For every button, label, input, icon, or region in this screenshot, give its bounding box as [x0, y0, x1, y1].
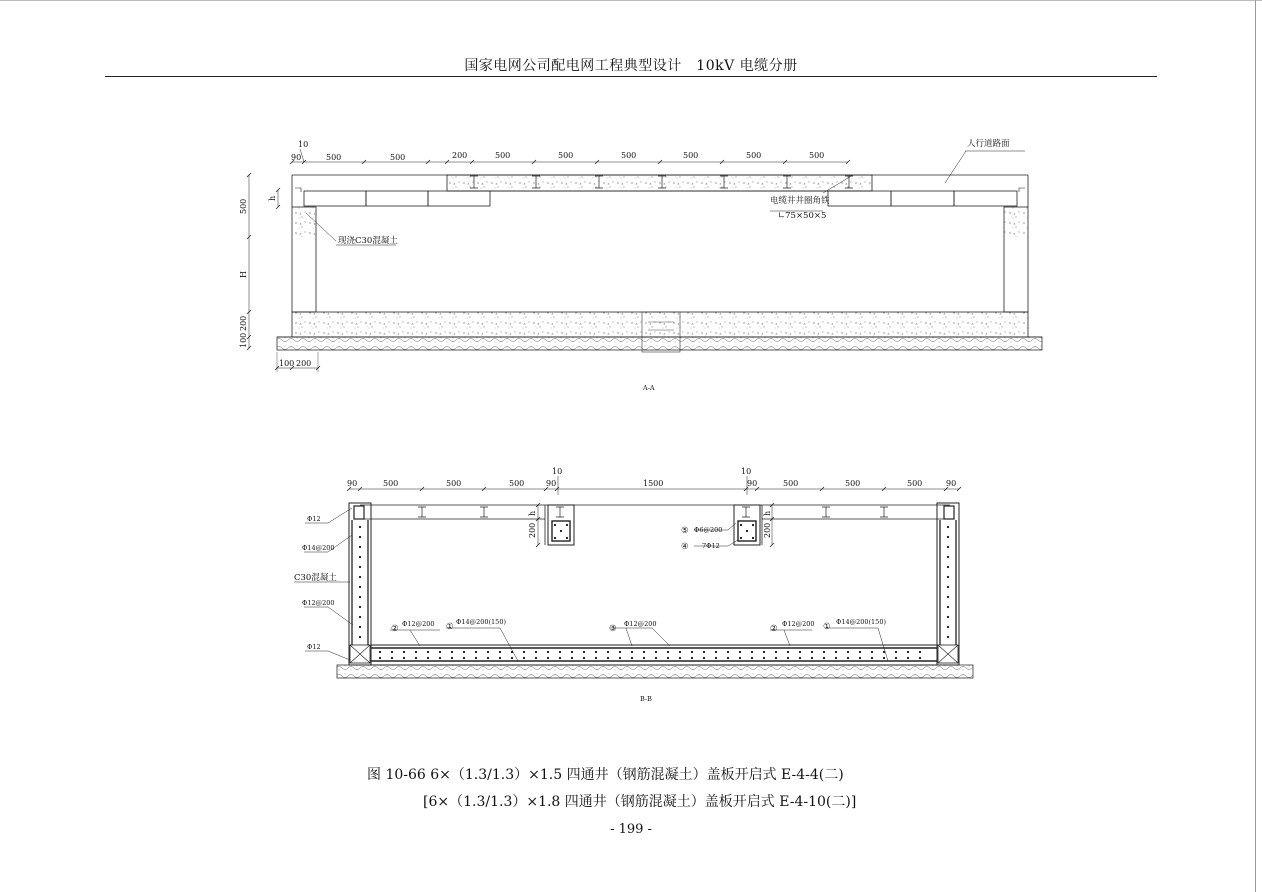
rebar-dot	[907, 651, 909, 653]
rebar-dot	[947, 586, 949, 588]
rebar-dot	[799, 657, 801, 659]
rebar-dot	[752, 537, 754, 539]
aa-left-dim: 200	[239, 315, 248, 331]
bb-top-dim: 500	[907, 479, 923, 488]
rebar-dot	[619, 657, 621, 659]
rebar-dot	[487, 657, 489, 659]
bb-top-dim: 10	[552, 467, 563, 476]
rebar-dot	[499, 657, 501, 659]
rebar-dot	[947, 626, 949, 628]
rebar-dot	[359, 546, 361, 548]
rebar-dot	[715, 657, 717, 659]
rebar-dot	[359, 586, 361, 588]
rebar-dots	[359, 524, 949, 659]
aa-top-dim: 500	[390, 153, 406, 162]
rebar-dot	[715, 651, 717, 653]
rebar-dot	[560, 530, 562, 532]
rebar-dot	[359, 566, 361, 568]
bb-left-label: Φ12@200	[302, 599, 335, 607]
rebar-dot	[463, 657, 465, 659]
aa-top-dim: 500	[326, 153, 342, 162]
bottom-label-text: Φ14@200(150)	[456, 618, 506, 626]
bb-side-dim: 200	[763, 522, 772, 538]
rebar-dot	[751, 651, 753, 653]
bb-top-dim: 90	[946, 479, 957, 488]
aa-top-dim: 500	[558, 151, 574, 160]
rebar-dot	[752, 524, 754, 526]
angle-iron-label: 电缆井井圈角铁	[770, 196, 830, 206]
rebar-dot	[359, 626, 361, 628]
rebar-dot	[739, 657, 741, 659]
rebar-dot	[667, 657, 669, 659]
bottom-label-num: ①	[823, 622, 831, 632]
bb-left-label: Φ14@200	[302, 544, 335, 552]
rebar-dot	[835, 657, 837, 659]
bb-top-dim: 90	[747, 479, 758, 488]
rebar-dot	[554, 524, 556, 526]
rebar-dot	[667, 651, 669, 653]
rebar-dot	[763, 657, 765, 659]
rebar-dot	[739, 651, 741, 653]
bb-top-dim: 90	[347, 479, 358, 488]
rebar-dot	[746, 530, 748, 532]
section-aa-title: A-A	[643, 384, 655, 392]
figure-caption-line2: [6×（1.3/1.3）×1.8 四通井（钢筋混凝土）盖板开启式 E-4-10(二)]	[423, 794, 857, 810]
rebar-dot	[359, 576, 361, 578]
bb-top-dim: 500	[783, 479, 799, 488]
rebar-dot	[583, 657, 585, 659]
rebar-dot	[947, 606, 949, 608]
rebar-dot	[463, 651, 465, 653]
rebar-dot	[427, 651, 429, 653]
aa-left-dim: 500	[239, 198, 248, 214]
bb-top-dim: 500	[845, 479, 861, 488]
rebar-dot	[847, 651, 849, 653]
rebar-dot	[787, 657, 789, 659]
rebar-dot	[523, 651, 525, 653]
rebar-dot	[607, 657, 609, 659]
rebar-dot	[823, 657, 825, 659]
bb-side-dim: h	[528, 510, 537, 516]
rebar-dot	[547, 657, 549, 659]
rebar-dot	[947, 576, 949, 578]
bottom-label-text: Φ14@200(150)	[836, 618, 886, 626]
rebar-dot	[643, 651, 645, 653]
rebar-dot	[691, 651, 693, 653]
rebar-dot	[947, 536, 949, 538]
rebar-dot	[559, 651, 561, 653]
rebar-dot	[619, 651, 621, 653]
rebar-dot	[919, 651, 921, 653]
bb-side-dim: 200	[528, 522, 537, 538]
aa-left-dim: H	[239, 271, 248, 278]
rebar-dot	[907, 657, 909, 659]
bb-top-dim: 1500	[643, 479, 664, 488]
rebar-dot	[859, 657, 861, 659]
beam-label-text: Φ6@200	[694, 526, 723, 534]
aa-top-dim: 10	[298, 140, 309, 149]
rebar-dot	[947, 636, 949, 638]
rebar-dot	[359, 636, 361, 638]
rebar-dot	[895, 657, 897, 659]
beam-label-num: ⑤	[681, 526, 689, 536]
rebar-dot	[679, 657, 681, 659]
rebar-dot	[379, 657, 381, 659]
rebar-dot	[451, 651, 453, 653]
rebar-dot	[775, 651, 777, 653]
rebar-dot	[359, 596, 361, 598]
rebar-dot	[847, 657, 849, 659]
bb-top-dim: 10	[741, 467, 752, 476]
rebar-dot	[919, 657, 921, 659]
rebar-dot	[947, 526, 949, 528]
rebar-dot	[566, 537, 568, 539]
rebar-dot	[883, 657, 885, 659]
section-aa	[247, 149, 1042, 372]
rebar-dot	[679, 651, 681, 653]
rebar-dot	[655, 651, 657, 653]
rebar-dot	[607, 651, 609, 653]
section-bb-title: B-B	[640, 695, 652, 703]
page-number: - 199 -	[610, 822, 652, 837]
bottom-label-num: ①	[446, 622, 454, 632]
rebar-dot	[631, 651, 633, 653]
rebar-dot	[643, 657, 645, 659]
figure-caption-line1: 图 10-66 6×（1.3/1.3）×1.5 四通井（钢筋混凝土）盖板开启式 E-4-4(二)	[367, 767, 844, 783]
aa-left-dim: 100	[239, 332, 248, 348]
section-bb	[294, 476, 973, 678]
rebar-dot	[583, 651, 585, 653]
rebar-dot	[427, 657, 429, 659]
rebar-dot	[835, 651, 837, 653]
rebar-dot	[740, 537, 742, 539]
rebar-dot	[547, 651, 549, 653]
rebar-dot	[703, 657, 705, 659]
bb-top-dim: 500	[383, 479, 399, 488]
aa-left-dim: h	[268, 195, 277, 201]
rebar-dot	[595, 651, 597, 653]
bb-top-dim: 500	[446, 479, 462, 488]
rebar-dot	[871, 657, 873, 659]
rebar-dot	[535, 657, 537, 659]
rebar-dot	[559, 657, 561, 659]
rebar-dot	[359, 536, 361, 538]
rebar-dot	[391, 651, 393, 653]
rebar-dot	[947, 556, 949, 558]
rebar-dot	[415, 657, 417, 659]
rebar-dot	[691, 657, 693, 659]
rebar-dot	[775, 657, 777, 659]
aa-top-dim: 500	[809, 151, 825, 160]
rebar-dot	[523, 657, 525, 659]
angle-iron-spec: ∟75×50×5	[778, 211, 827, 221]
aa-top-dim: 500	[683, 151, 699, 160]
bottom-label-text: Φ12@200	[402, 620, 435, 628]
aa-bottom-dim: 100	[279, 359, 295, 368]
bb-left-label: Φ12	[307, 515, 321, 523]
rebar-dot	[859, 651, 861, 653]
rebar-dot	[947, 596, 949, 598]
rebar-dot	[439, 657, 441, 659]
rebar-dot	[871, 651, 873, 653]
bb-top-dim: 500	[509, 479, 525, 488]
rebar-dot	[823, 651, 825, 653]
rebar-dot	[811, 657, 813, 659]
rebar-dot	[811, 651, 813, 653]
rebar-dot	[415, 651, 417, 653]
rebar-dot	[511, 651, 513, 653]
aa-top-dim: 200	[452, 151, 468, 160]
rebar-dot	[571, 651, 573, 653]
rebar-dot	[359, 606, 361, 608]
rebar-dot	[535, 651, 537, 653]
bottom-label-num: ②	[770, 624, 778, 634]
rebar-dot	[566, 524, 568, 526]
bb-top-dim: 90	[546, 479, 557, 488]
rebar-dot	[895, 651, 897, 653]
rebar-dot	[763, 651, 765, 653]
rebar-dot	[487, 651, 489, 653]
rebar-dot	[727, 651, 729, 653]
rebar-dot	[359, 616, 361, 618]
rebar-dot	[451, 657, 453, 659]
header-title: 国家电网公司配电网工程典型设计 10kV 电缆分册	[464, 58, 798, 74]
aa-bottom-dim: 200	[296, 359, 312, 368]
rebar-dot	[554, 537, 556, 539]
rebar-dot	[727, 657, 729, 659]
bottom-label-text: Φ12@200	[782, 620, 815, 628]
bb-left-label: C30混凝土	[294, 573, 337, 583]
rebar-dot	[787, 651, 789, 653]
rebar-dot	[947, 616, 949, 618]
rebar-dot	[655, 657, 657, 659]
aa-top-dim: 500	[495, 151, 511, 160]
rebar-dot	[947, 546, 949, 548]
rebar-dot	[947, 566, 949, 568]
aa-top-dim: 500	[621, 151, 637, 160]
rebar-dot	[883, 651, 885, 653]
rebar-dot	[403, 657, 405, 659]
bb-side-dim: h	[763, 510, 772, 516]
rebar-dot	[359, 556, 361, 558]
bb-left-label: Φ12	[307, 643, 321, 651]
road-surface-label: 人行道路面	[967, 139, 1010, 149]
rebar-dot	[359, 526, 361, 528]
aa-top-dim: 90	[291, 153, 302, 162]
rebar-dot	[571, 657, 573, 659]
rebar-dot	[499, 651, 501, 653]
rebar-dot	[475, 657, 477, 659]
beam-label-text: 7Φ12	[702, 542, 720, 550]
cast-concrete-label: 现浇C30混凝土	[338, 236, 398, 246]
rebar-dot	[751, 657, 753, 659]
rebar-dot	[595, 657, 597, 659]
rebar-dot	[740, 524, 742, 526]
bottom-label-num: ②	[391, 624, 399, 634]
bottom-label-num: ③	[609, 624, 617, 634]
beam-label-num: ④	[681, 542, 689, 552]
rebar-dot	[475, 651, 477, 653]
rebar-dot	[391, 657, 393, 659]
bottom-label-text: Φ12@200	[624, 620, 657, 628]
rebar-dot	[379, 651, 381, 653]
aa-top-dim: 500	[746, 151, 762, 160]
rebar-dot	[439, 651, 441, 653]
rebar-dot	[511, 657, 513, 659]
rebar-dot	[703, 651, 705, 653]
rebar-dot	[403, 651, 405, 653]
rebar-dot	[631, 657, 633, 659]
rebar-dot	[799, 651, 801, 653]
